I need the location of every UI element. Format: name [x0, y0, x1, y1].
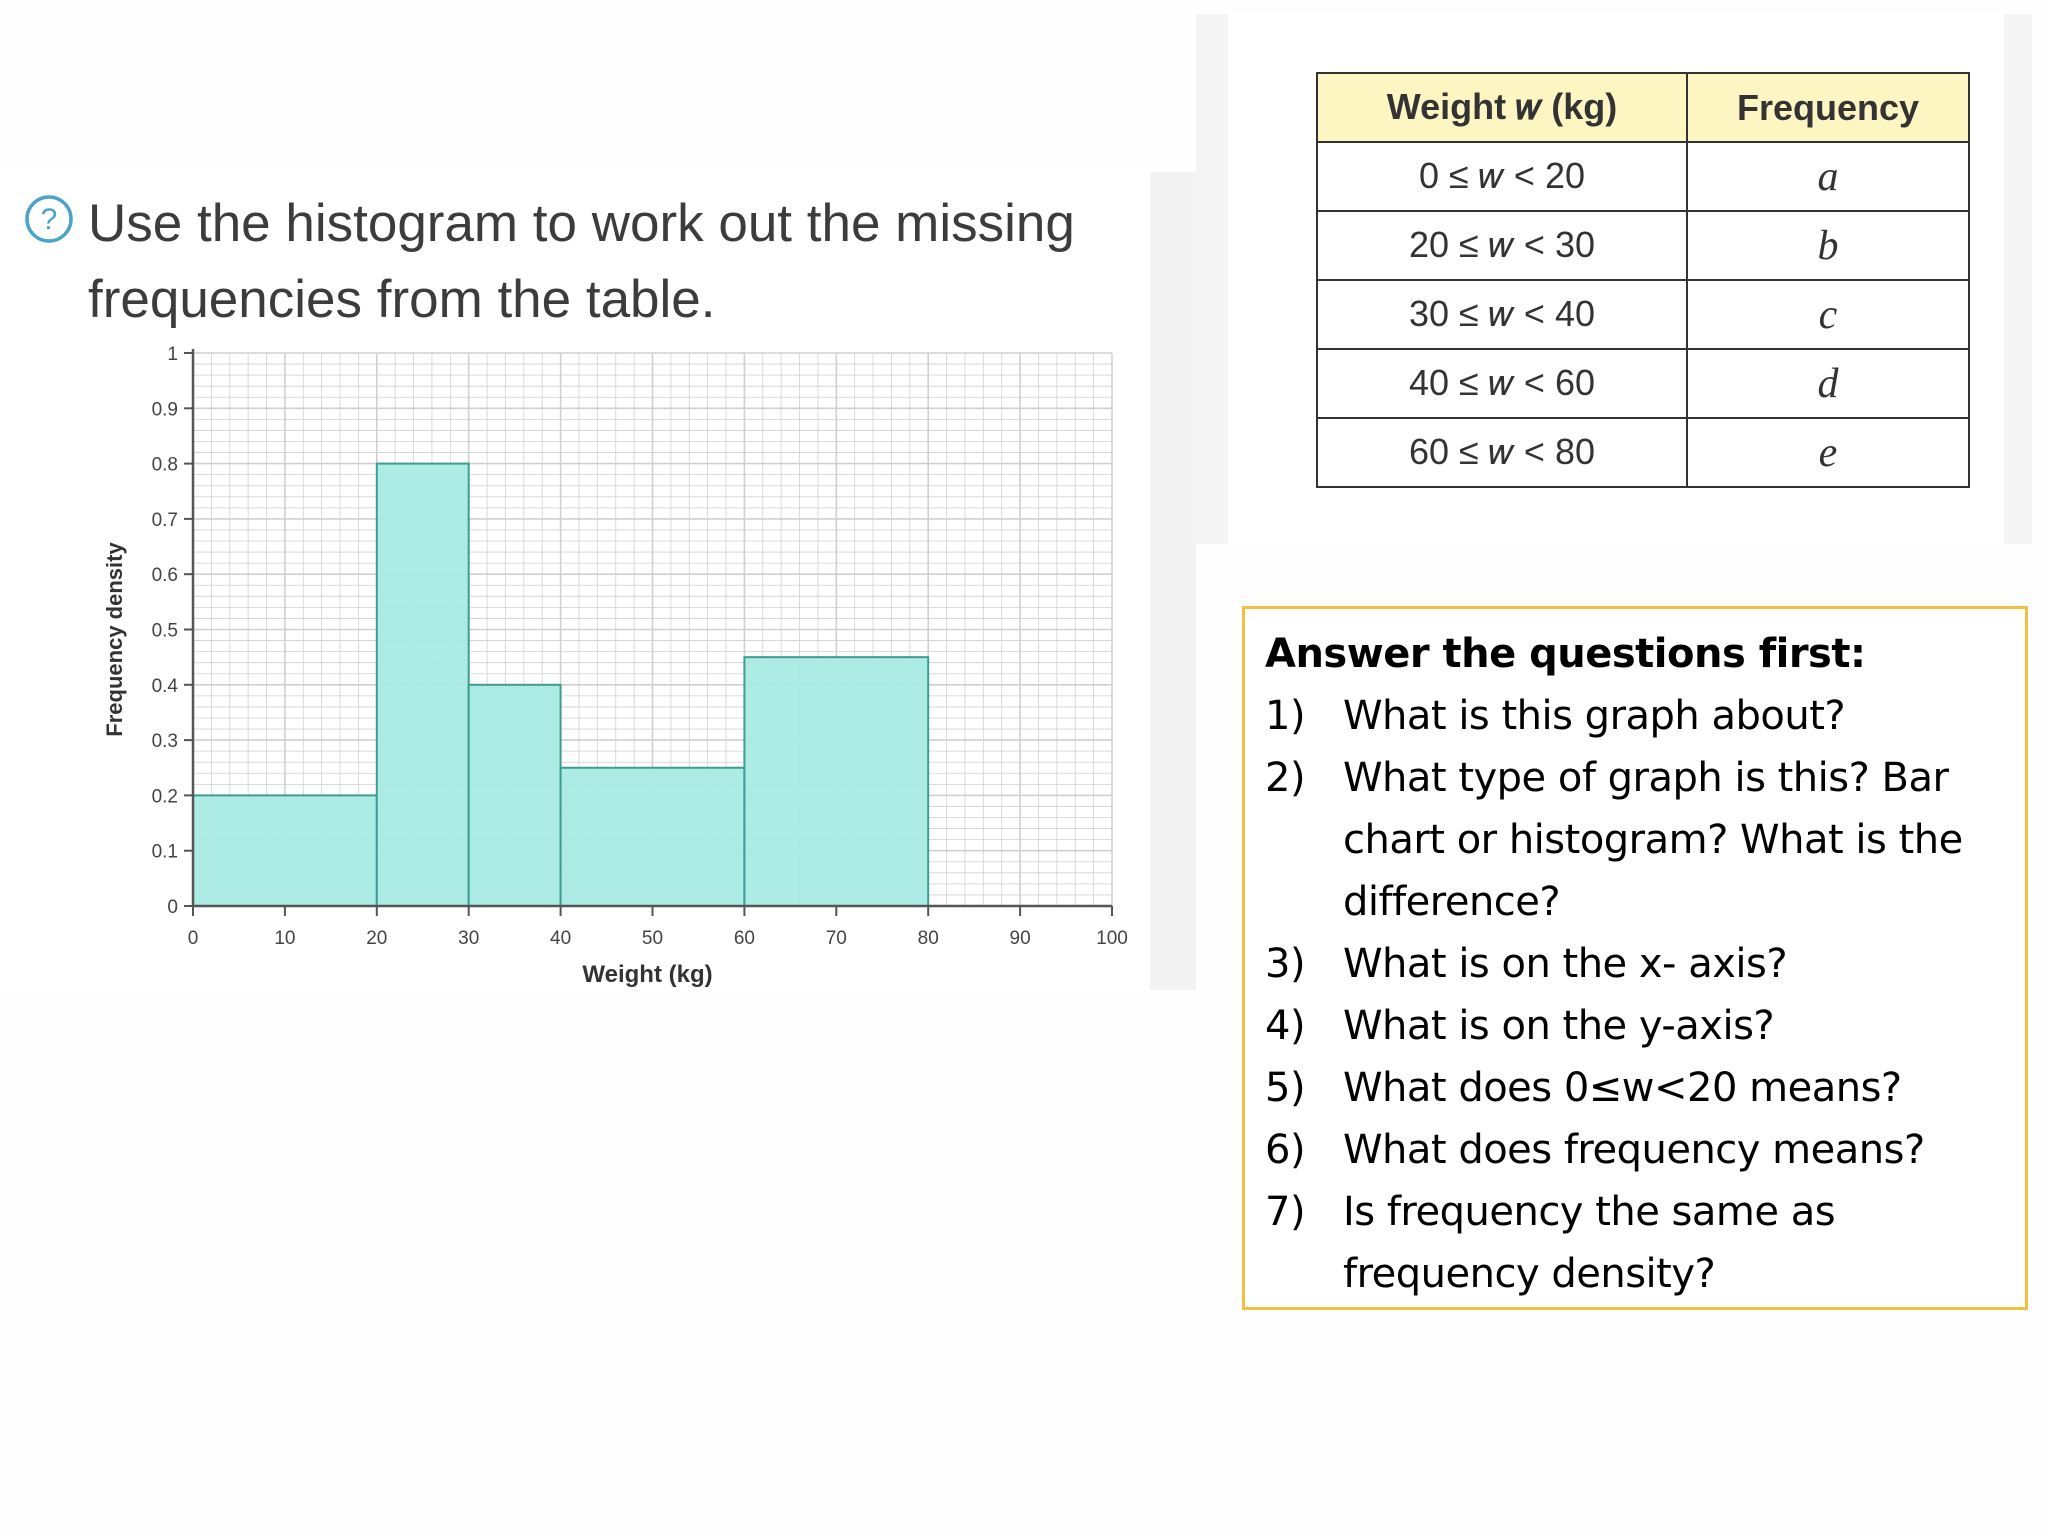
- x-tick-label: 30: [458, 928, 480, 949]
- x-tick-label: 0: [187, 928, 199, 949]
- histogram-bar: [561, 768, 745, 906]
- y-tick-label: 0.2: [151, 786, 178, 808]
- x-tick-label: 50: [641, 928, 664, 949]
- question-item-text: What does 0≤w<20 means?: [1343, 1065, 1902, 1111]
- y-tick-label: 0.9: [151, 399, 178, 421]
- y-tick-label: 0.3: [151, 731, 178, 753]
- question-text: Use the histogram to work out the missing frequencies from the table.: [88, 194, 1075, 329]
- weight-interval-cell: 40 ≤ 𝑤 < 60: [1317, 349, 1687, 418]
- weight-interval-cell: 30 ≤ 𝑤 < 40: [1317, 280, 1687, 349]
- x-tick-label: 90: [1009, 928, 1031, 949]
- questions-list: [1265, 685, 2005, 1305]
- table-header-row: [1317, 73, 1969, 142]
- question-item-text: Is frequency the same as frequency density?: [1343, 1189, 1836, 1297]
- question-number: 1): [1265, 693, 1306, 739]
- panel-edge: [2004, 14, 2032, 544]
- question-number: 2): [1265, 755, 1306, 801]
- question-item-text: What is on the x- axis?: [1343, 941, 1788, 987]
- questions-title: Answer the questions first:: [1265, 631, 1866, 677]
- y-tick-label: 0.4: [151, 675, 178, 697]
- question-number: 4): [1265, 1003, 1306, 1049]
- frequency-cell: a: [1687, 142, 1969, 211]
- frequency-cell: b: [1687, 211, 1969, 280]
- y-tick-label: 0.7: [151, 509, 178, 531]
- list-item: [1265, 1181, 2005, 1305]
- list-item: [1265, 747, 2005, 933]
- y-tick-label: 0.8: [151, 454, 178, 476]
- question-item-text: What type of graph is this? Bar chart or histogram? What is the difference?: [1343, 755, 1963, 925]
- question-item-text: What does frequency means?: [1343, 1127, 1925, 1173]
- table-row: [1317, 280, 1969, 349]
- x-tick-label: 60: [733, 928, 755, 949]
- table-row: [1317, 142, 1969, 211]
- frequency-cell: e: [1687, 418, 1969, 487]
- question-number: 5): [1265, 1065, 1306, 1111]
- histogram-bar: [193, 795, 377, 906]
- frequency-table: [1316, 72, 1970, 488]
- y-axis-label: Frequency density: [102, 542, 127, 737]
- x-axis-label: Weight (kg): [582, 961, 713, 988]
- table-row: [1317, 349, 1969, 418]
- y-tick-label: 0.6: [151, 565, 178, 587]
- y-tick-label: 0.5: [151, 620, 178, 642]
- weight-interval-cell: 20 ≤ 𝑤 < 30: [1317, 211, 1687, 280]
- x-tick-label: 40: [550, 928, 572, 949]
- svg-text:?: ?: [40, 203, 58, 236]
- list-item: [1265, 995, 2005, 1057]
- questions-box: [1242, 606, 2028, 1310]
- table-row: [1317, 211, 1969, 280]
- column-header-frequency: Frequency: [1687, 73, 1969, 142]
- question-number: 6): [1265, 1127, 1306, 1173]
- x-tick-label: 80: [917, 928, 939, 949]
- column-header-weight: Weight 𝑤 (kg): [1317, 73, 1687, 142]
- list-item: [1265, 1119, 2005, 1181]
- question-number: 7): [1265, 1189, 1306, 1235]
- panel-edge: [1196, 14, 1228, 544]
- weight-interval-cell: 60 ≤ 𝑤 < 80: [1317, 418, 1687, 487]
- histogram-chart: [0, 0, 1158, 1000]
- y-tick-label: 0.1: [151, 841, 178, 863]
- list-item: [1265, 1057, 2005, 1119]
- question-item-text: What is this graph about?: [1343, 693, 1846, 739]
- x-tick-label: 70: [825, 928, 847, 949]
- histogram-bar: [744, 657, 928, 906]
- frequency-cell: d: [1687, 349, 1969, 418]
- question-item-text: What is on the y-axis?: [1343, 1003, 1775, 1049]
- y-tick-label: 1: [167, 344, 178, 365]
- x-tick-label: 100: [1096, 928, 1128, 949]
- x-tick-label: 20: [366, 928, 388, 949]
- list-item: [1265, 933, 2005, 995]
- x-tick-label: 10: [274, 928, 296, 949]
- frequency-cell: c: [1687, 280, 1969, 349]
- table-row: [1317, 418, 1969, 487]
- list-item: [1265, 685, 2005, 747]
- histogram-bar: [377, 464, 469, 906]
- y-tick-label: 0: [167, 897, 178, 918]
- weight-interval-cell: 0 ≤ 𝑤 < 20: [1317, 142, 1687, 211]
- question-number: 3): [1265, 941, 1306, 987]
- histogram-bar: [469, 685, 561, 906]
